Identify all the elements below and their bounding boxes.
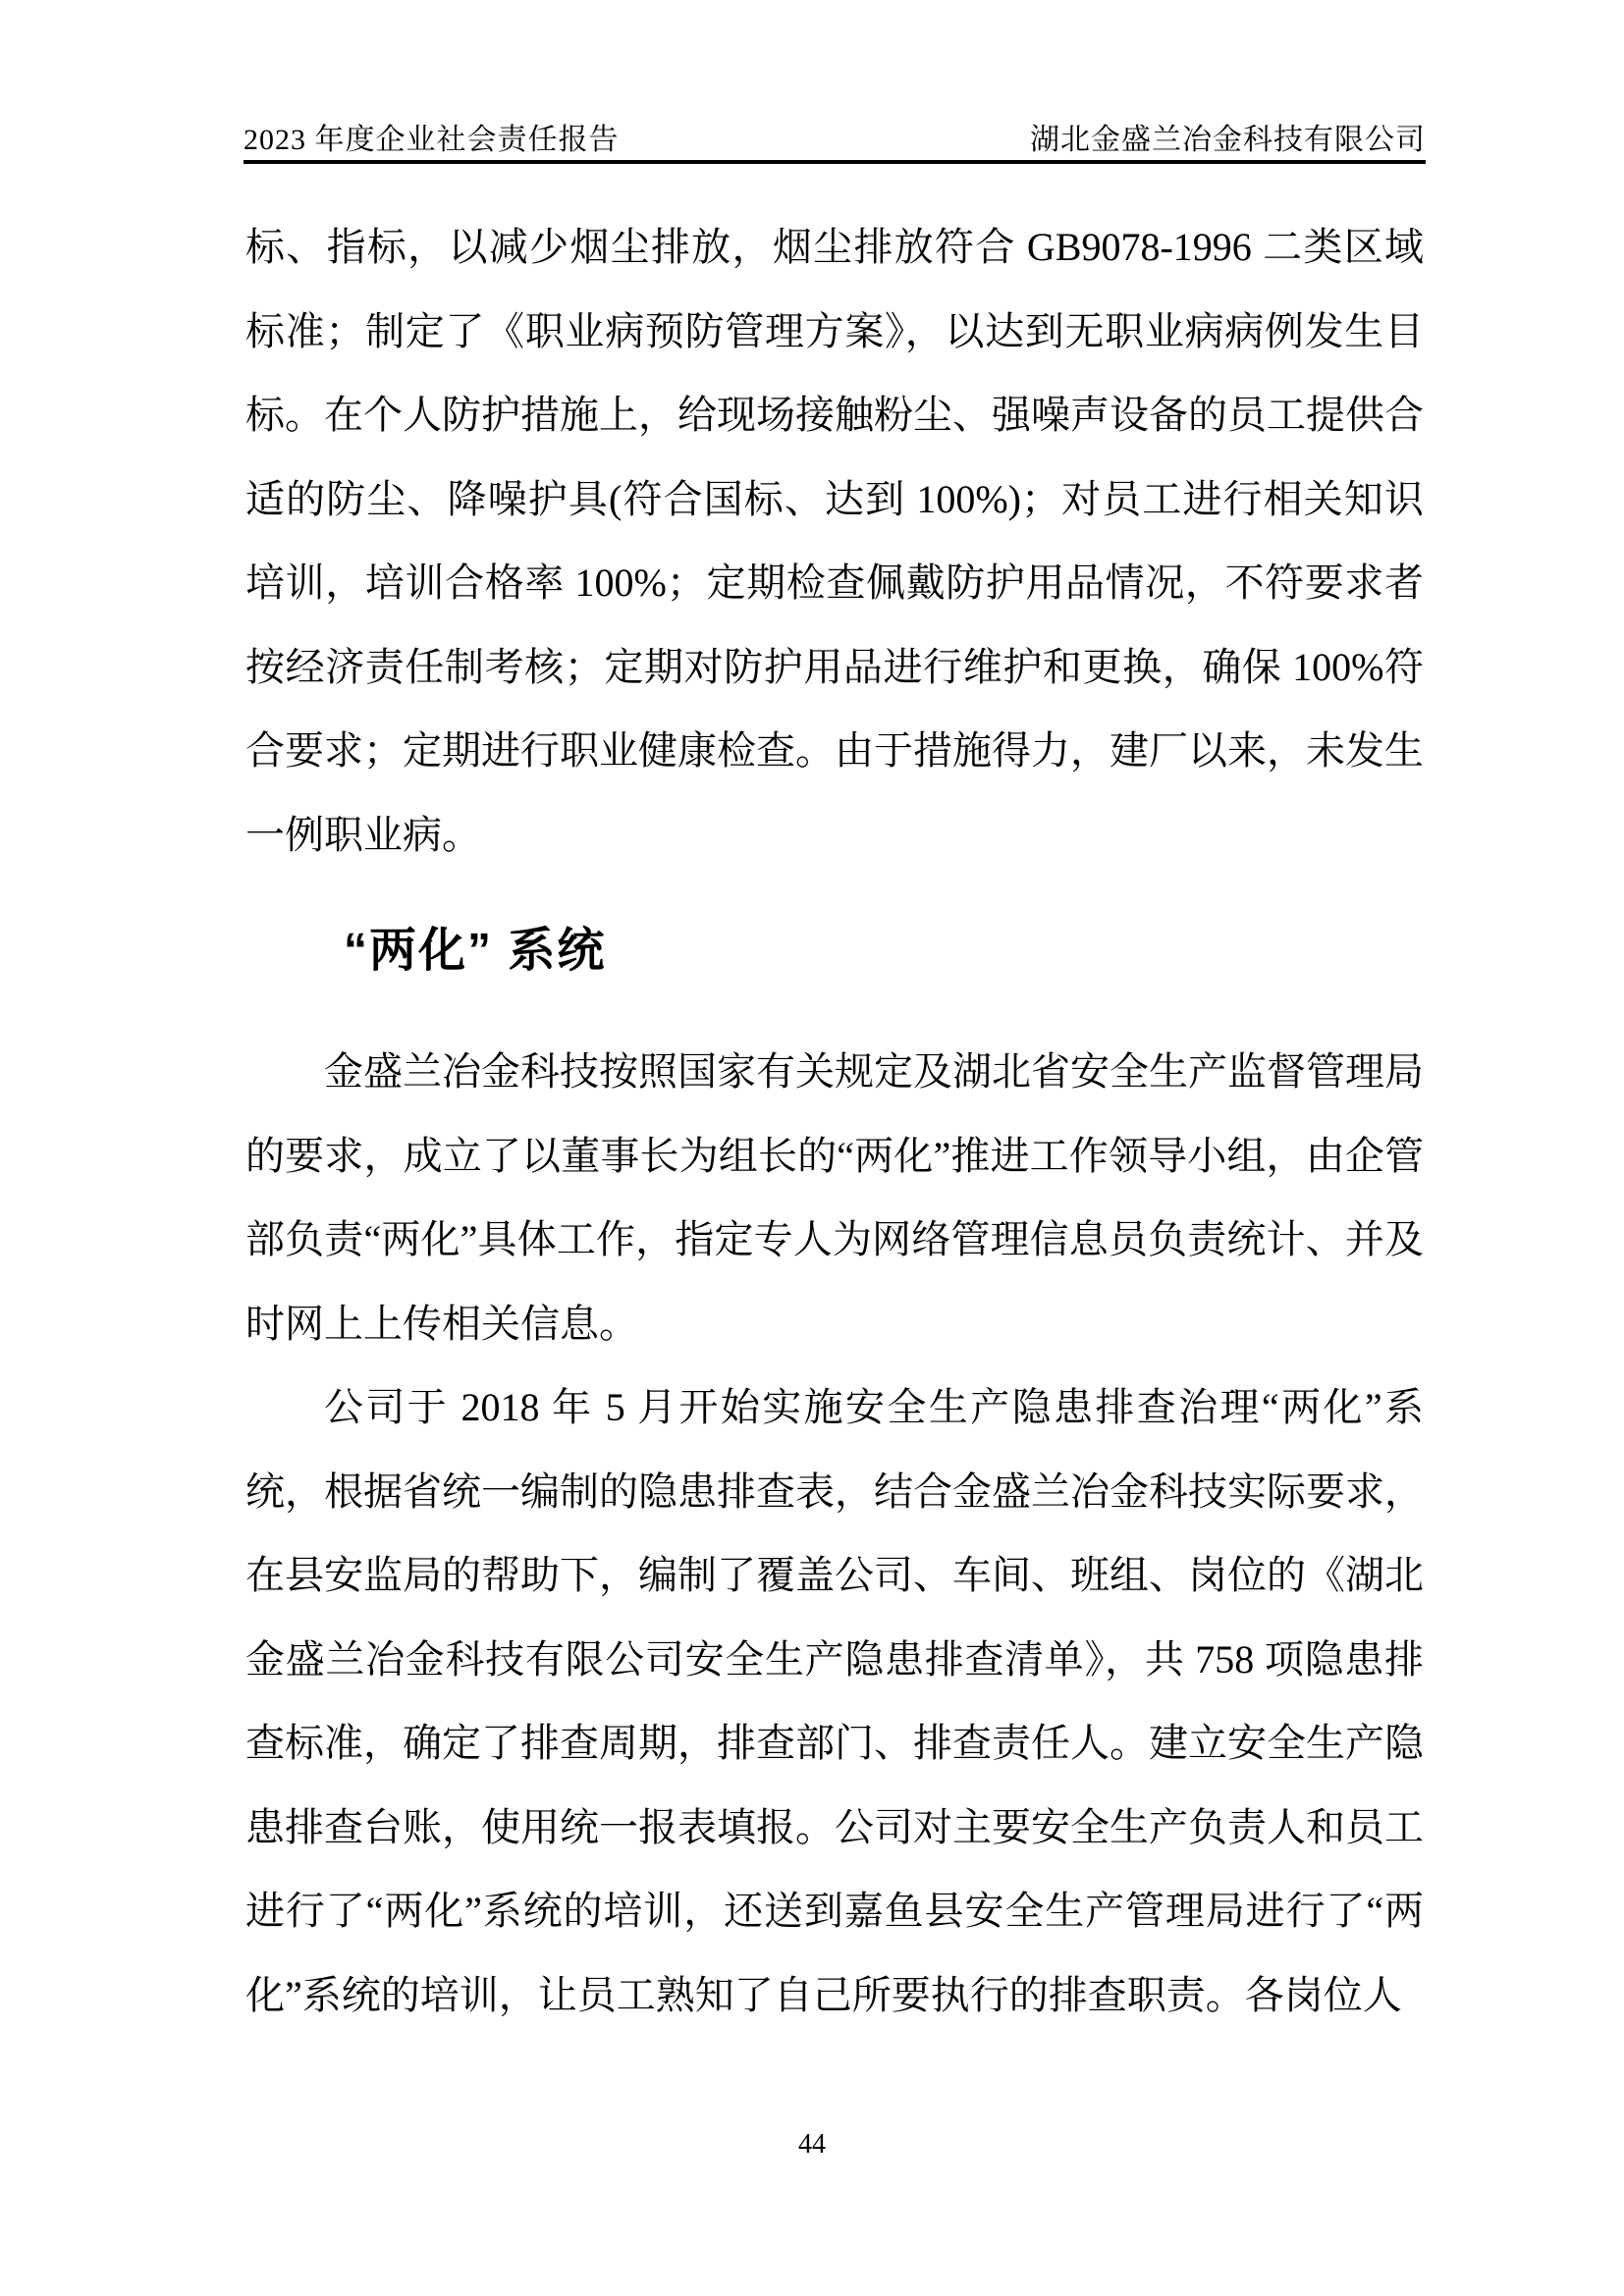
- section-heading-lianghua-system: “两化” 系统: [344, 925, 607, 977]
- paragraph-occupational-health: 标、指标，以减少烟尘排放，烟尘排放符合 GB9078-1996 二类区域标准；制定了《职业病预防管理方案》，以达到无职业病病例发生目标。在个人防护措施上，给现场接触粉尘、强噪声设备的员工提供合适的防尘、降噪护具(符合国标、达到 100%)；对员工进行相关知识培训，培训合格率 100%；定期检查佩戴防护用品情况，不符要求者按经济责任制考核；定期对防护用品进行维护和更换，确保 100%符合要求；定期进行职业健康检查。由于措施得力，建厂以来，未发生一例职业病。: [245, 225, 1424, 857]
- paragraph-lianghua-leadership: 金盛兰冶金科技按照国家有关规定及湖北省安全生产监督管理局的要求，成立了以董事长为组长的“两化”推进工作领导小组，由企管部负责“两化”具体工作，指定专人为网络管理信息员负责统计、并及时网上上传相关信息。: [245, 1049, 1424, 1346]
- header-report-title: 2023 年度企业社会责任报告: [244, 124, 620, 156]
- document-body: [245, 205, 1424, 2037]
- page-header: [244, 123, 1426, 164]
- header-company-name: 湖北金盛兰冶金科技有限公司: [1030, 124, 1426, 156]
- paragraph-hazard-inspection-system: 公司于 2018 年 5 月开始实施安全生产隐患排查治理“两化”系统，根据省统一编制的隐患排查表，结合金盛兰冶金科技实际要求，在县安监局的帮助下，编制了覆盖公司、车间、班组、岗位的《湖北金盛兰冶金科技有限公司安全生产隐患排查清单》，共 758 项隐患排查标准，确定了排查周期，排查部门、排查责任人。建立安全生产隐患排查台账，使用统一报表填报。公司对主要安全生产负责人和员工进行了“两化”系统的培训，还送到嘉鱼县安全生产管理局进行了“两化”系统的培训，让员工熟知了自己所要执行的排查职责。各岗位人: [245, 1385, 1424, 2017]
- page-number: 44: [798, 2129, 826, 2160]
